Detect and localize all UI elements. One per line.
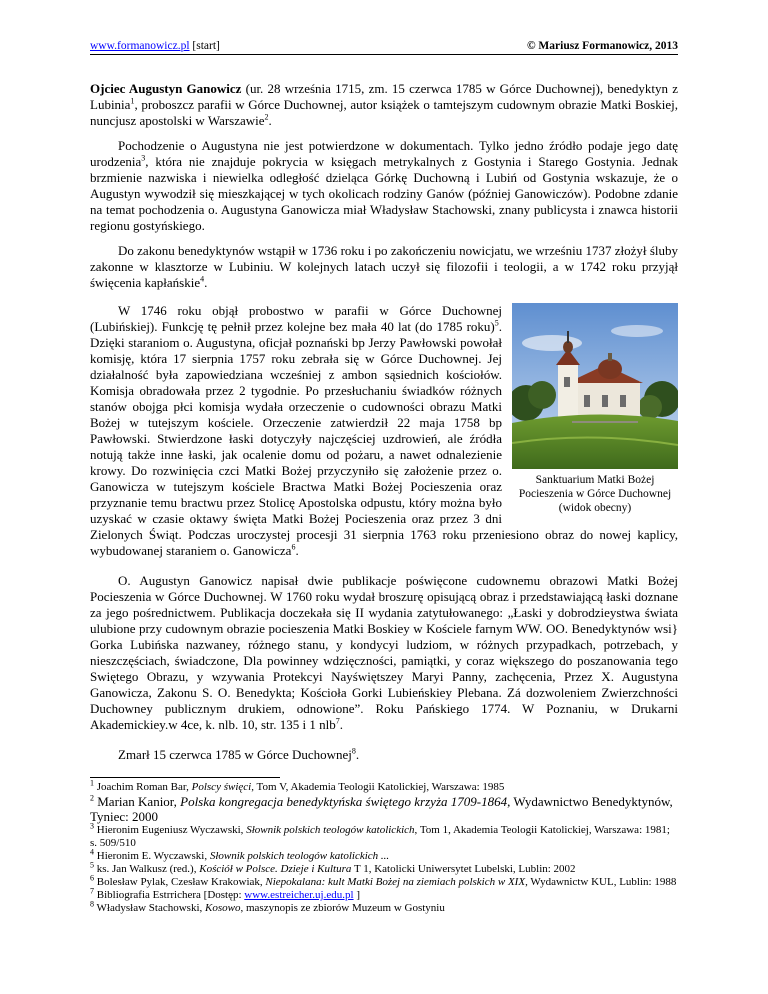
header-left [90,40,220,52]
estreicher-link[interactable]: www.estreicher.uj.edu.pl [244,889,354,901]
footnote-4: $^4$ Hieronim E. Wyczawski, Słownik polskich teologów katolickich ... [90,847,390,862]
footnote-ref: 3 [141,153,146,163]
footnote-divider [90,777,280,778]
page-header [90,40,678,55]
footnote-ref: 8 [351,746,356,756]
parish-paragraph: W 1746 roku objął probostwo w parafii w Górce Duchownej (Lubińskiej). Funkcję tę pełnił przez kolejne bez mała 40 lat (do 1785 roku)$^5$. Dzięki staraniom o. Augustyna, oficjał poznański bp Jerzy Pawłowski powołał komisję, która 17 sierpnia 1757 roku zebrała się w Górce Duchownej. Jej działalność była zapowiedziana wcześniej z ambon sąsiednich kościołów. Komisja obradowała przez 2 tygodnie. Po przesłuchaniu świadków różnych stanów obojga płci komisja wydała orzeczenie o cudowności obrazu Matki Bożej w tutejszym kościele. Orzeczenie zatwierdził 22 maja 1758 bp Pawłowski. Stwierdzone łaski dotyczyły najczęściej uzdrowień, ale źródła notują także inne łaski, jak ocalenie domu od pożaru, a nawet odnalezienie krowy. Do rozwinięcia czci Matki Bożej przyczyniło się założenie przez o. Ganowicza w tutejszym kościele Bractwa Matki Bożej Pocieszenia oraz przyznanie temu bractwu przez Stolicę Apostolska odpustu, który można było uzyskać w czasie oktawy święta Matki Bożej Pocieszenia oraz przez 3 dni Zielonych Świąt. Podczas uroczystej procesji 31 sierpnia 1763 roku przeniesiono obraz do nowej kaplicy, wybudowanej staraniem o. Ganowicza$^6$. [90,303,678,558]
footnote-ref: 4 [200,274,205,284]
footnote-ref: 6 [291,542,296,552]
publications-paragraph: O. Augustyn Ganowicz napisał dwie publikacje poświęcone cudownemu obrazowi Matki Bożej Pocieszenia w Górce Duchownej. W 1760 roku wydał broszurę opisującą obraz i przedstawiającą łaski doznane za jego pośrednictwem. Publikacja doczekała się II wydania zatytułowanego: „Łaski y dobrodzieystwa świata ulubione przy cudownym obrazie pocieszenia Matki Boskiey w Kościele farnym WW. OO. Benedyktynów wsi} Gorka Lubińska nazwaney, różnego stanu, y kondycyi ludziom, w różnych przypadkach, potrzebach, y nieszczęściach, świadczone, Dla powinney wdzięczności, pamiątki, y coraz większego do poszanowania tego Swiętego Obrazu, y wzywania Protekcyi Nayświętszey Maryi Panny, zachęcenia, Przez X. Augustyna Ganowicza, Zakonu S. O. Benedykta; Kościoła Gorki Lubieńskiey Plebana. Zá dozwoleniem Zwierzchności Duchowney publicznym drukiem, odnowione”. Roku Pańskiego 1774. W Poznaniu, w Drukarni Akademickiey.w 4ce, k. nlb. 10, str. 135 i 1 nlb$^7$. [90,573,678,732]
figure-caption: Sanktuarium Matki Bożej Pocieszenia w Górce Duchownej (widok obecny) [518,474,672,514]
start-label: [start] [189,40,220,52]
footnote-8: $^8$ Władysław Stachowski, Kosowo, maszynopis ze zbiorów Muzeum w Gostyniu [90,899,445,914]
origin-paragraph: Pochodzenie o Augustyna nie jest potwierdzone w dokumentach. Tylko jedno źródło podaje jego datę urodzenia$^3$, która nie znajduje pokrycia w księgach metrykalnych z Gostynia i Starego Gostynia. Jednak brzmienie nazwiska i niewielka odległość dzieląca Górkę Duchowną i Lubiń od Gostynia wskazuje, że o Augustyn wywodził się mieszkającej w tych okolicach rodziny Ganów (później Ganowiczów). Podobne zdanie na temat pochodzenia o. Augustyna Ganowicza miał Władysław Stachowski, znany publicysta i znawca historii regionu gostyńskiego. [90,138,678,233]
footnote-ref: 5 [494,318,499,328]
footnotes [90,778,678,915]
footnote-ref: 1 [130,96,135,106]
subject-name: Ojciec Augustyn Ganowicz [90,81,242,96]
footnote-ref: 2 [264,112,269,122]
footnote-1: $^1$ Joachim Roman Bar, Polscy święci, Tom V, Akademia Teologii Katolickiej, Warszawa: 1985 [90,778,505,793]
footnote-5: $^5$ ks. Jan Walkusz (red.), Kościół w Polsce. Dzieje i Kultura T 1, Katolicki Uniwersytet Lubelski, Lublin: 2002 [90,860,576,875]
copyright: © Mariusz Formanowicz, 2013 [526,40,678,52]
footnote-7: $^7$ Bibliografia Estrrichera [Dostęp: www.estreicher.uj.edu.pl ] [90,886,360,901]
site-link[interactable]: www.formanowicz.pl [90,40,190,52]
footnote-2: $^2$ Marian Kanior, Polska kongregacja benedyktyńska świętego krzyża 1709-1864, Wydawnictwo Benedyktynów, Tyniec: 2000 [90,793,673,824]
sanctuary-figure [512,303,678,515]
sanctuary-photo [512,303,678,469]
footnote-3: $^3$ Hieronim Eugeniusz Wyczawski, Słownik polskich teologów katolickich, Tom 1, Akademia Teologii Katolickiej, Warszawa: 1981; s. 509/510 [90,821,670,849]
footnote-6: $^6$ Bolesław Pylak, Czesław Krakowiak, Niepokalana: kult Matki Bożej na ziemiach polskich w XIX, Wydawnictw KUL, Lublin: 1988 [90,873,677,888]
death-paragraph: Zmarł 15 czerwca 1785 w Górce Duchownej$^8$. [118,746,360,762]
intro-paragraph: Ojciec Augustyn Ganowicz (ur. 28 września 1715, zm. 15 czerwca 1785 w Górce Duchownej), benedyktyn z Lubinia$^1$, proboszcz parafii w Górce Duchownej, autor książek o tamtejszym cudownym obrazie Matki Boskiej, nuncjusz apostolski w Warszawie$^2$. [90,81,678,128]
order-paragraph: Do zakonu benedyktynów wstąpił w 1736 roku i po zakończeniu nowicjatu, we wrześniu 1737 złożył śluby zakonne w klasztorze w Lubiniu. W kolejnych latach uczył się filozofii i teologii, a w 1742 roku przyjął święcenia kapłańskie$^4$. [90,243,678,290]
footnote-ref: 7 [335,716,340,726]
document-page [90,40,678,915]
